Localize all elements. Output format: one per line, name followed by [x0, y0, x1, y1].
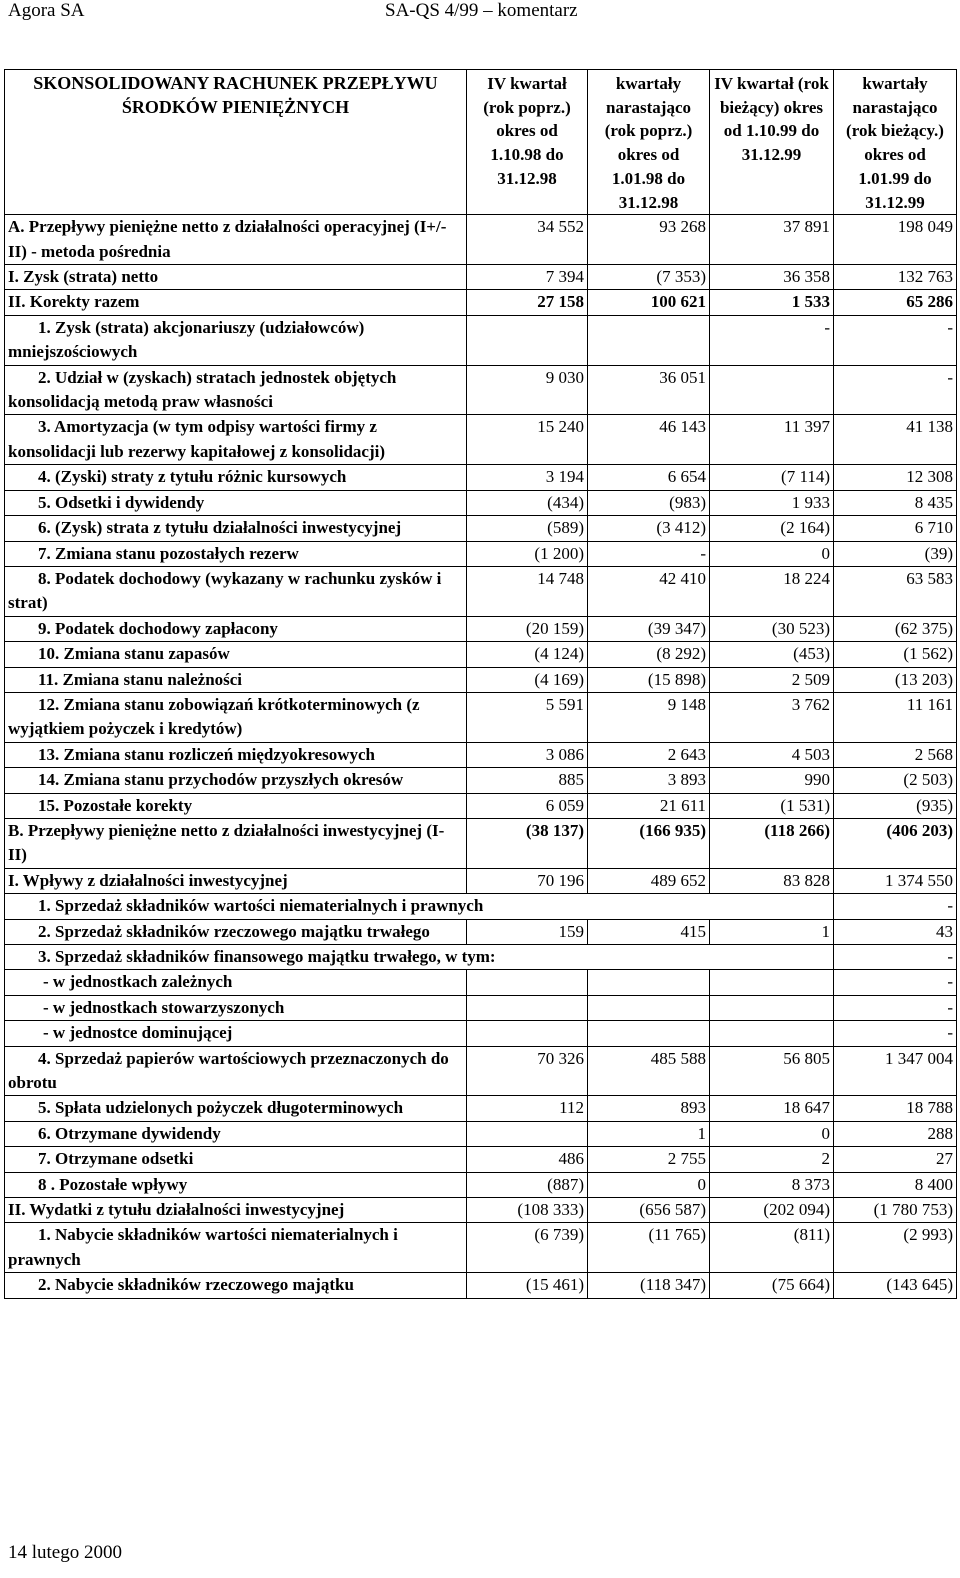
row-value: 8 400: [834, 1172, 957, 1197]
row-label: II. Wydatki z tytułu działalności inwestycyjnej: [5, 1198, 467, 1223]
table-row: [5, 616, 957, 641]
row-label: 5. Odsetki i dywidendy: [5, 490, 467, 515]
row-value: (2 993): [834, 1223, 957, 1273]
table-title: SKONSOLIDOWANY RACHUNEK PRZEPŁYWU ŚRODKÓW PIENIĘŻNYCH: [5, 70, 467, 215]
row-value: [588, 970, 710, 995]
report-title: SA-QS 4/99 – komentarz: [385, 0, 578, 21]
row-value: (20 159): [467, 616, 588, 641]
row-value: -: [834, 1021, 957, 1046]
row-value: (202 094): [710, 1198, 834, 1223]
row-value: 3 194: [467, 465, 588, 490]
row-value: -: [588, 541, 710, 566]
row-label: 4. Sprzedaż papierów wartościowych przeznaczonych do obrotu: [5, 1046, 467, 1096]
row-label: 10. Zmiana stanu zapasów: [5, 642, 467, 667]
row-label: 13. Zmiana stanu rozliczeń międzyokresowych: [5, 742, 467, 767]
row-label: 12. Zmiana stanu zobowiązań krótkoterminowych (z wyjątkiem pożyczek i kredytów): [5, 692, 467, 742]
row-value: 42 410: [588, 566, 710, 616]
column-header: kwartały narastająco (rok poprz.) okres od 1.01.98 do 31.12.98: [588, 70, 710, 215]
row-value: 36 358: [710, 265, 834, 290]
row-value: 6 059: [467, 793, 588, 818]
cash-flow-table: [4, 69, 957, 1299]
row-value: (1 531): [710, 793, 834, 818]
row-value: 2 568: [834, 742, 957, 767]
row-value: 15 240: [467, 415, 588, 465]
table-row: [5, 1096, 957, 1121]
table-row: [5, 1121, 957, 1146]
row-value: (589): [467, 516, 588, 541]
row-value: 7 394: [467, 265, 588, 290]
row-value: 56 805: [710, 1046, 834, 1096]
row-value: (118 266): [710, 818, 834, 868]
table-row: [5, 894, 957, 919]
row-value: -: [834, 945, 957, 970]
table-body: [5, 215, 957, 1298]
row-value: 1 374 550: [834, 868, 957, 893]
row-value: 3 086: [467, 742, 588, 767]
row-value: 93 268: [588, 215, 710, 265]
row-value: [588, 1021, 710, 1046]
row-value: 27: [834, 1147, 957, 1172]
row-value: -: [834, 365, 957, 415]
row-value: (935): [834, 793, 957, 818]
table-row: [5, 465, 957, 490]
row-value: 63 583: [834, 566, 957, 616]
row-value: (4 169): [467, 667, 588, 692]
row-label: B. Przepływy pieniężne netto z działalności inwestycyjnej (I-II): [5, 818, 467, 868]
table-row: [5, 793, 957, 818]
row-label: 14. Zmiana stanu przychodów przyszłych okresów: [5, 768, 467, 793]
row-value: (39): [834, 541, 957, 566]
row-value: -: [834, 970, 957, 995]
row-value: (38 137): [467, 818, 588, 868]
table-row: [5, 290, 957, 315]
table-row: [5, 970, 957, 995]
row-value: 12 308: [834, 465, 957, 490]
row-value: 100 621: [588, 290, 710, 315]
row-value: 415: [588, 919, 710, 944]
table-row: [5, 692, 957, 742]
table-row: [5, 566, 957, 616]
table-row: [5, 945, 957, 970]
table-row: [5, 516, 957, 541]
table-row: [5, 742, 957, 767]
row-value: 27 158: [467, 290, 588, 315]
company-name: Agora SA: [8, 0, 85, 21]
row-value: 3 893: [588, 768, 710, 793]
row-label: 15. Pozostałe korekty: [5, 793, 467, 818]
row-label: I. Wpływy z działalności inwestycyjnej: [5, 868, 467, 893]
row-label: 1. Nabycie składników wartości niematerialnych i prawnych: [5, 1223, 467, 1273]
row-value: 2 755: [588, 1147, 710, 1172]
row-value: 36 051: [588, 365, 710, 415]
table-row: [5, 919, 957, 944]
row-label: - w jednostce dominującej: [5, 1021, 467, 1046]
row-value: 1: [710, 919, 834, 944]
row-value: -: [834, 315, 957, 365]
row-value: 70 326: [467, 1046, 588, 1096]
row-value: [710, 1021, 834, 1046]
row-value: 8 435: [834, 490, 957, 515]
table-row: [5, 1147, 957, 1172]
row-value: 1 347 004: [834, 1046, 957, 1096]
row-label: 1. Zysk (strata) akcjonariuszy (udziałowców) mniejszościowych: [5, 315, 467, 365]
row-value: 65 286: [834, 290, 957, 315]
row-label: 7. Otrzymane odsetki: [5, 1147, 467, 1172]
table-row: [5, 415, 957, 465]
row-value: [588, 315, 710, 365]
row-label: - w jednostkach zależnych: [5, 970, 467, 995]
row-value: 41 138: [834, 415, 957, 465]
row-value: 14 748: [467, 566, 588, 616]
row-value: (62 375): [834, 616, 957, 641]
row-value: [467, 1021, 588, 1046]
row-value: -: [710, 315, 834, 365]
row-value: 1 933: [710, 490, 834, 515]
row-label: 6. (Zysk) strata z tytułu działalności inwestycyjnej: [5, 516, 467, 541]
row-value: 2 643: [588, 742, 710, 767]
row-value: 11 161: [834, 692, 957, 742]
row-value: (39 347): [588, 616, 710, 641]
table-row: [5, 1172, 957, 1197]
row-value: 0: [710, 541, 834, 566]
row-value: 2 509: [710, 667, 834, 692]
row-value: (143 645): [834, 1273, 957, 1298]
row-value: 112: [467, 1096, 588, 1121]
row-value: (75 664): [710, 1273, 834, 1298]
row-value: [467, 995, 588, 1020]
row-label: 6. Otrzymane dywidendy: [5, 1121, 467, 1146]
row-value: 288: [834, 1121, 957, 1146]
row-value: 489 652: [588, 868, 710, 893]
table-row: [5, 265, 957, 290]
row-label: 5. Spłata udzielonych pożyczek długoterminowych: [5, 1096, 467, 1121]
footer-date: 14 lutego 2000: [8, 1542, 122, 1563]
row-value: (15 461): [467, 1273, 588, 1298]
row-label: 2. Sprzedaż składników rzeczowego majątku trwałego: [5, 919, 467, 944]
row-value: 37 891: [710, 215, 834, 265]
row-value: 6 710: [834, 516, 957, 541]
row-value: 43: [834, 919, 957, 944]
row-value: 5 591: [467, 692, 588, 742]
row-value: (2 164): [710, 516, 834, 541]
row-value: 893: [588, 1096, 710, 1121]
row-value: (4 124): [467, 642, 588, 667]
column-header: kwartały narastająco (rok bieżący.) okres od 1.01.99 do 31.12.99: [834, 70, 957, 215]
row-value: (13 203): [834, 667, 957, 692]
row-label: 1. Sprzedaż składników wartości niematerialnych i prawnych: [5, 894, 834, 919]
row-value: [467, 970, 588, 995]
row-value: [588, 995, 710, 1020]
table-row: [5, 1046, 957, 1096]
row-value: 885: [467, 768, 588, 793]
row-value: (656 587): [588, 1198, 710, 1223]
table-row: [5, 818, 957, 868]
row-value: (15 898): [588, 667, 710, 692]
row-value: (983): [588, 490, 710, 515]
row-value: 34 552: [467, 215, 588, 265]
row-value: 83 828: [710, 868, 834, 893]
row-value: (6 739): [467, 1223, 588, 1273]
row-value: 159: [467, 919, 588, 944]
table-row: [5, 1198, 957, 1223]
row-value: [710, 970, 834, 995]
row-value: (453): [710, 642, 834, 667]
table-row: [5, 1223, 957, 1273]
row-label: I. Zysk (strata) netto: [5, 265, 467, 290]
row-value: 6 654: [588, 465, 710, 490]
row-label: 4. (Zyski) straty z tytułu różnic kursowych: [5, 465, 467, 490]
row-value: 198 049: [834, 215, 957, 265]
row-value: (406 203): [834, 818, 957, 868]
table-row: [5, 215, 957, 265]
row-value: 18 224: [710, 566, 834, 616]
row-value: (7 114): [710, 465, 834, 490]
row-value: -: [834, 995, 957, 1020]
row-value: [467, 1121, 588, 1146]
table-row: [5, 365, 957, 415]
table-row: [5, 995, 957, 1020]
row-label: 3. Sprzedaż składników finansowego majątku trwałego, w tym:: [5, 945, 834, 970]
table-row: [5, 667, 957, 692]
row-value: [467, 315, 588, 365]
row-label: A. Przepływy pieniężne netto z działalności operacyjnej (I+/-II) - metoda pośrednia: [5, 215, 467, 265]
row-value: 1: [588, 1121, 710, 1146]
table-row: [5, 868, 957, 893]
table-row: [5, 1021, 957, 1046]
row-value: (2 503): [834, 768, 957, 793]
row-value: 3 762: [710, 692, 834, 742]
row-value: 18 788: [834, 1096, 957, 1121]
row-label: 9. Podatek dochodowy zapłacony: [5, 616, 467, 641]
row-label: 2. Udział w (zyskach) stratach jednostek objętych konsolidacją metodą praw własności: [5, 365, 467, 415]
row-value: 8 373: [710, 1172, 834, 1197]
row-value: 9 148: [588, 692, 710, 742]
row-value: (1 562): [834, 642, 957, 667]
row-value: (1 200): [467, 541, 588, 566]
row-value: 0: [588, 1172, 710, 1197]
row-value: 9 030: [467, 365, 588, 415]
row-value: (7 353): [588, 265, 710, 290]
row-label: II. Korekty razem: [5, 290, 467, 315]
row-value: (3 412): [588, 516, 710, 541]
row-value: 0: [710, 1121, 834, 1146]
row-value: (166 935): [588, 818, 710, 868]
row-value: (30 523): [710, 616, 834, 641]
table-row: [5, 768, 957, 793]
row-value: 70 196: [467, 868, 588, 893]
row-value: (887): [467, 1172, 588, 1197]
table-row: [5, 642, 957, 667]
row-value: 485 588: [588, 1046, 710, 1096]
row-value: 132 763: [834, 265, 957, 290]
column-header: IV kwartał (rok bieżący) okres od 1.10.99 do 31.12.99: [710, 70, 834, 215]
row-label: 3. Amortyzacja (w tym odpisy wartości firmy z konsolidacji lub rezerwy kapitałowej z konsolidacji): [5, 415, 467, 465]
table-row: [5, 541, 957, 566]
row-label: 11. Zmiana stanu należności: [5, 667, 467, 692]
row-value: -: [834, 894, 957, 919]
row-value: 11 397: [710, 415, 834, 465]
row-value: 18 647: [710, 1096, 834, 1121]
row-label: 2. Nabycie składników rzeczowego majątku: [5, 1273, 467, 1298]
row-value: [710, 365, 834, 415]
row-value: 990: [710, 768, 834, 793]
table-row: [5, 1273, 957, 1298]
row-label: 8. Podatek dochodowy (wykazany w rachunku zysków i strat): [5, 566, 467, 616]
row-value: (1 780 753): [834, 1198, 957, 1223]
row-label: - w jednostkach stowarzyszonych: [5, 995, 467, 1020]
row-value: (11 765): [588, 1223, 710, 1273]
row-value: 21 611: [588, 793, 710, 818]
row-value: (434): [467, 490, 588, 515]
row-value: 2: [710, 1147, 834, 1172]
row-value: (8 292): [588, 642, 710, 667]
row-label: 8 . Pozostałe wpływy: [5, 1172, 467, 1197]
row-value: (811): [710, 1223, 834, 1273]
row-value: 486: [467, 1147, 588, 1172]
header-row: [5, 70, 957, 215]
row-value: [710, 995, 834, 1020]
table-row: [5, 315, 957, 365]
row-value: 4 503: [710, 742, 834, 767]
row-value: (118 347): [588, 1273, 710, 1298]
row-label: 7. Zmiana stanu pozostałych rezerw: [5, 541, 467, 566]
row-value: 1 533: [710, 290, 834, 315]
table-row: [5, 490, 957, 515]
row-value: 46 143: [588, 415, 710, 465]
row-value: (108 333): [467, 1198, 588, 1223]
column-header: IV kwartał (rok poprz.) okres od 1.10.98 do 31.12.98: [467, 70, 588, 215]
